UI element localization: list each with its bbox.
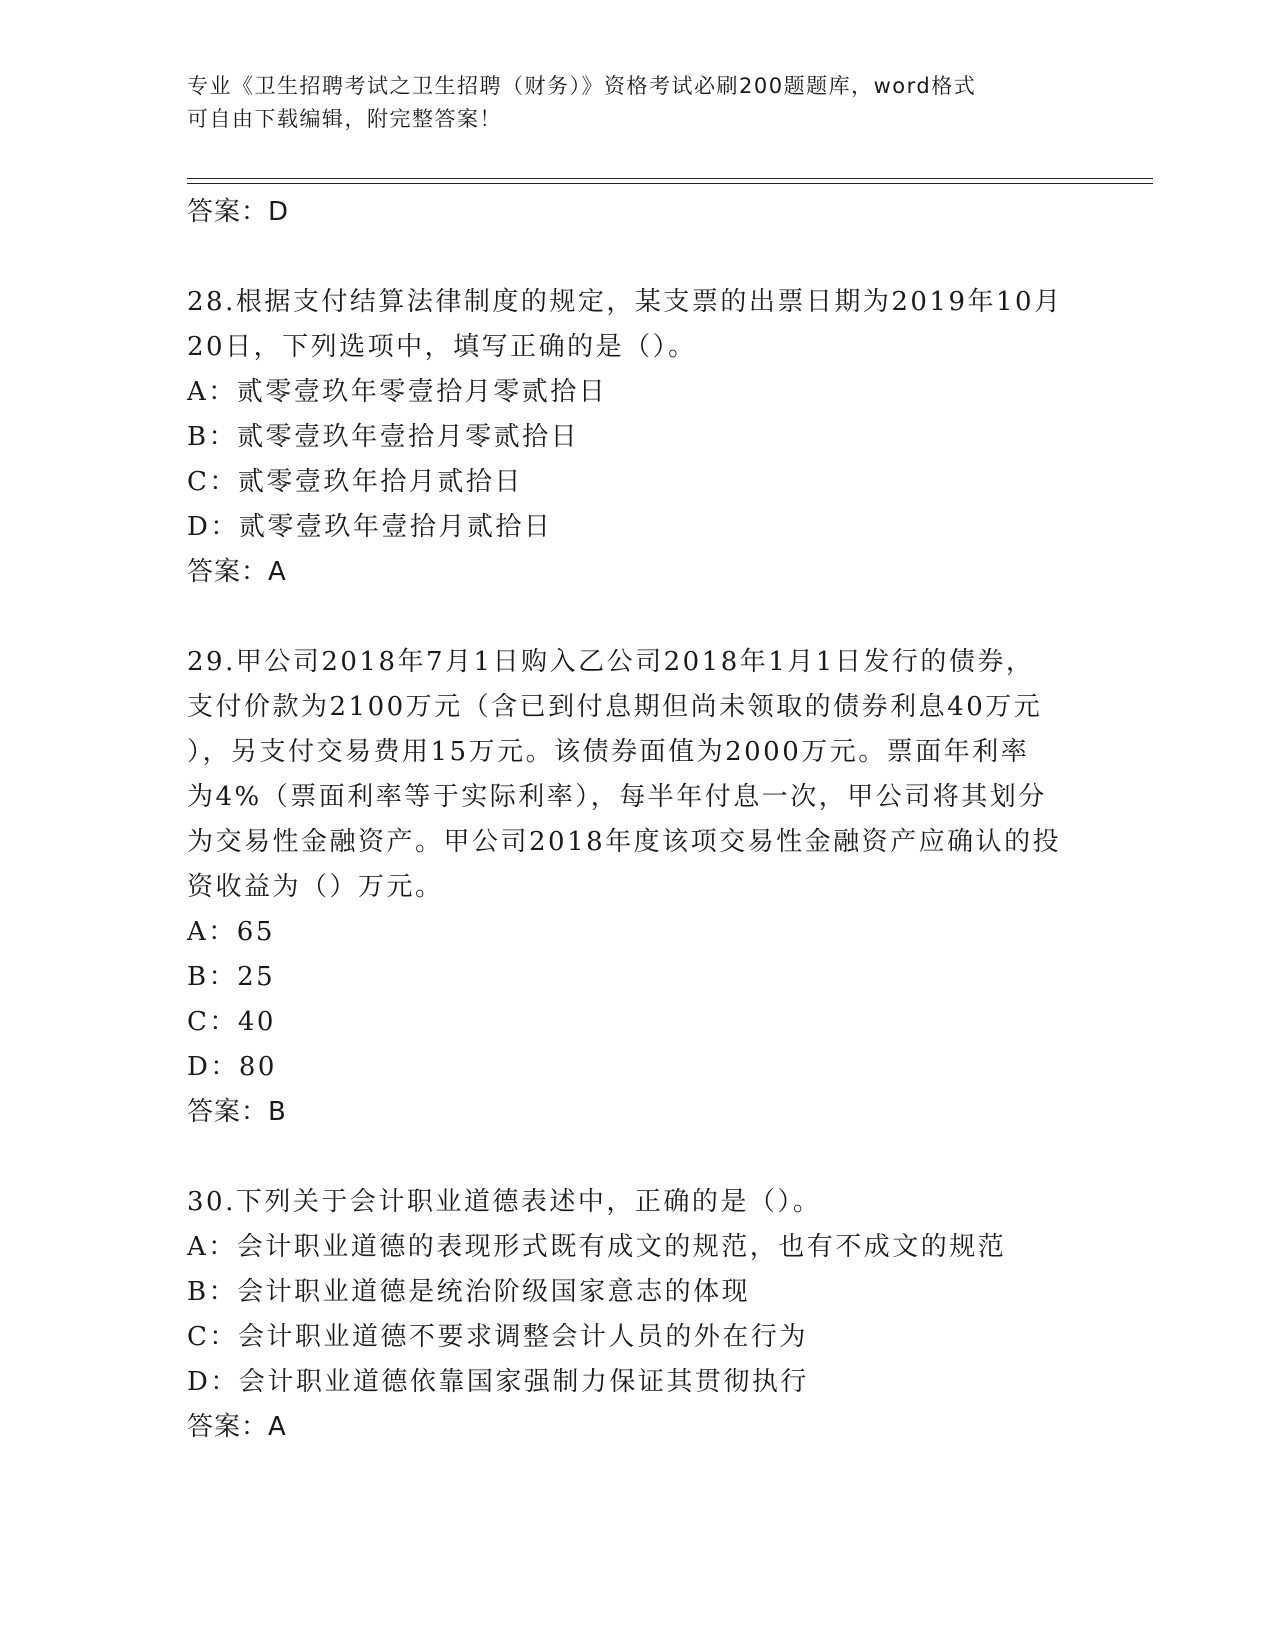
answer: 答案：A — [187, 1412, 287, 1442]
document-header — [187, 70, 1067, 136]
option-b: B：25 — [187, 962, 276, 992]
question-block — [187, 1180, 1087, 1450]
question-content — [187, 190, 1087, 1450]
question-stem: 30.下列关于会计职业道德表述中，正确的是（）。 — [187, 1187, 822, 1217]
option-d: D：80 — [187, 1052, 277, 1082]
answer: 答案：A — [187, 557, 287, 587]
question-stem: 20日，下列选项中，填写正确的是（）。 — [187, 332, 697, 362]
option-d: D：会计职业道德依靠国家强制力保证其贯彻执行 — [187, 1367, 809, 1397]
option-c: C：40 — [187, 1007, 276, 1037]
answer: 答案：B — [187, 1097, 287, 1127]
option-a: A：贰零壹玖年零壹拾月零贰拾日 — [187, 377, 608, 407]
question-stem: 支付价款为2100万元（含已到付息期但尚未领取的债券利息40万元 — [187, 692, 1043, 722]
option-b: B：会计职业道德是统治阶级国家意志的体现 — [187, 1277, 751, 1307]
option-a: A：会计职业道德的表现形式既有成文的规范，也有不成文的规范 — [187, 1232, 1007, 1262]
question-stem: 28.根据支付结算法律制度的规定，某支票的出票日期为2019年10月 — [187, 287, 1063, 317]
option-c: C：会计职业道德不要求调整会计人员的外在行为 — [187, 1322, 808, 1352]
previous-answer: 答案：D — [187, 197, 290, 227]
question-stem: 为交易性金融资产。甲公司2018年度该项交易性金融资产应确认的投 — [187, 827, 1062, 857]
header-divider — [187, 183, 1153, 184]
option-d: D：贰零壹玖年壹拾月贰拾日 — [187, 512, 553, 542]
option-a: A：65 — [187, 917, 275, 947]
option-b: B：贰零壹玖年壹拾月零贰拾日 — [187, 422, 580, 452]
question-stem: 为4%（票面利率等于实际利率），每半年付息一次，甲公司将其划分 — [187, 782, 1047, 812]
option-c: C：贰零壹玖年拾月贰拾日 — [187, 467, 523, 497]
question-block — [187, 640, 1087, 1135]
question-stem: 资收益为（）万元。 — [187, 872, 444, 902]
header-line-1: 专业《卫生招聘考试之卫生招聘（财务）》资格考试必刷200题题库，word格式 — [187, 74, 977, 98]
question-stem: 29.甲公司2018年7月1日购入乙公司2018年1月1日发行的债券， — [187, 647, 1035, 677]
question-block — [187, 280, 1087, 595]
header-line-2: 可自由下载编辑，附完整答案！ — [187, 107, 502, 131]
header-divider — [187, 178, 1153, 179]
question-stem: ），另支付交易费用15万元。该债券面值为2000万元。票面年利率 — [187, 737, 1030, 767]
